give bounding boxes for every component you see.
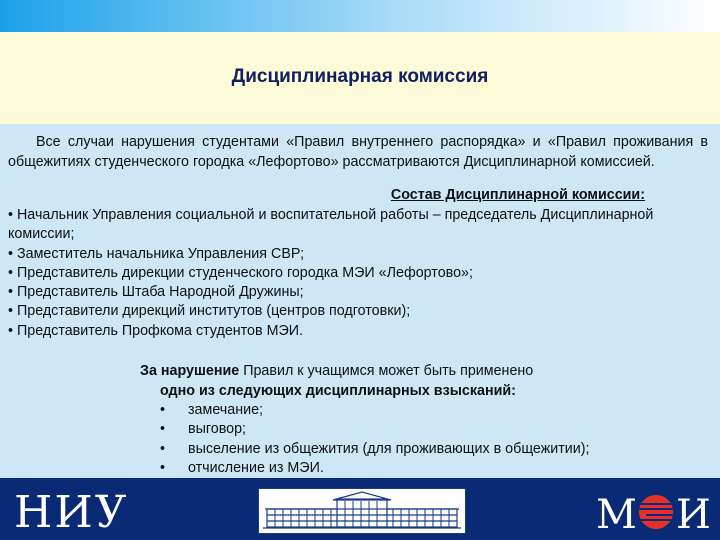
penalty-text: выселение из общежития (для проживающих в общежитии); <box>188 440 590 457</box>
penalty-item <box>140 420 700 439</box>
bullet-mark: • <box>160 459 166 476</box>
mei-logo <box>596 488 711 538</box>
violation-bold: За нарушение <box>140 363 240 379</box>
footer-bar <box>0 478 720 540</box>
top-gradient-bar <box>0 0 720 32</box>
member-item: • Представители дирекций институтов (центров подготовки); <box>8 303 411 320</box>
penalties-heading: одно из следующих дисциплинарных взысканий: <box>160 382 516 399</box>
violation-line <box>140 362 700 382</box>
penalty-text: выговор; <box>188 421 247 438</box>
penalty-text: замечание; <box>188 402 264 418</box>
violation-block <box>140 362 700 478</box>
member-item: • Представитель Штаба Народной Дружины; <box>8 284 304 301</box>
members-list <box>8 206 668 341</box>
violation-rest: Правил к учащимся может быть применено <box>239 363 534 379</box>
penalty-item <box>140 459 700 478</box>
penalty-item <box>140 401 700 420</box>
bullet-mark: • <box>160 440 166 457</box>
mei-logo-icon <box>596 488 711 538</box>
member-item: • Представитель Профкома студентов МЭИ. <box>8 322 303 339</box>
composition-heading: Состав Дисциплинарной комиссии: <box>390 187 645 203</box>
penalties-list <box>140 401 700 478</box>
mei-letter-i: И <box>676 492 711 538</box>
building-icon <box>259 489 465 533</box>
mei-letter-m: М <box>596 492 637 538</box>
intro-paragraph: Все случаи нарушения студентами «Правил внутреннего распорядка» и «Правил проживания в общежитиях студенческого городка «Лефортово» рассматриваются Дисциплинарной комиссией. <box>8 134 708 170</box>
member-item: • Заместитель начальника Управления СВР; <box>8 245 305 262</box>
bullet-mark: • <box>160 421 166 438</box>
slide-title: Дисциплинарная комиссия <box>231 66 489 87</box>
member-item: • Представитель дирекции студенческого городка МЭИ «Лефортово»; <box>8 264 473 281</box>
mei-e-circle <box>639 495 673 529</box>
bullet-mark: • <box>160 402 166 418</box>
niu-logo: НИУ <box>14 487 129 538</box>
slide-content <box>0 124 720 478</box>
member-item: • Начальник Управления социальной и воспитательной работы – председатель Дисциплинарной комиссии; <box>8 207 654 243</box>
penalty-text: отчисление из МЭИ. <box>188 459 324 476</box>
penalty-item <box>140 440 700 459</box>
building-logo <box>258 488 466 534</box>
